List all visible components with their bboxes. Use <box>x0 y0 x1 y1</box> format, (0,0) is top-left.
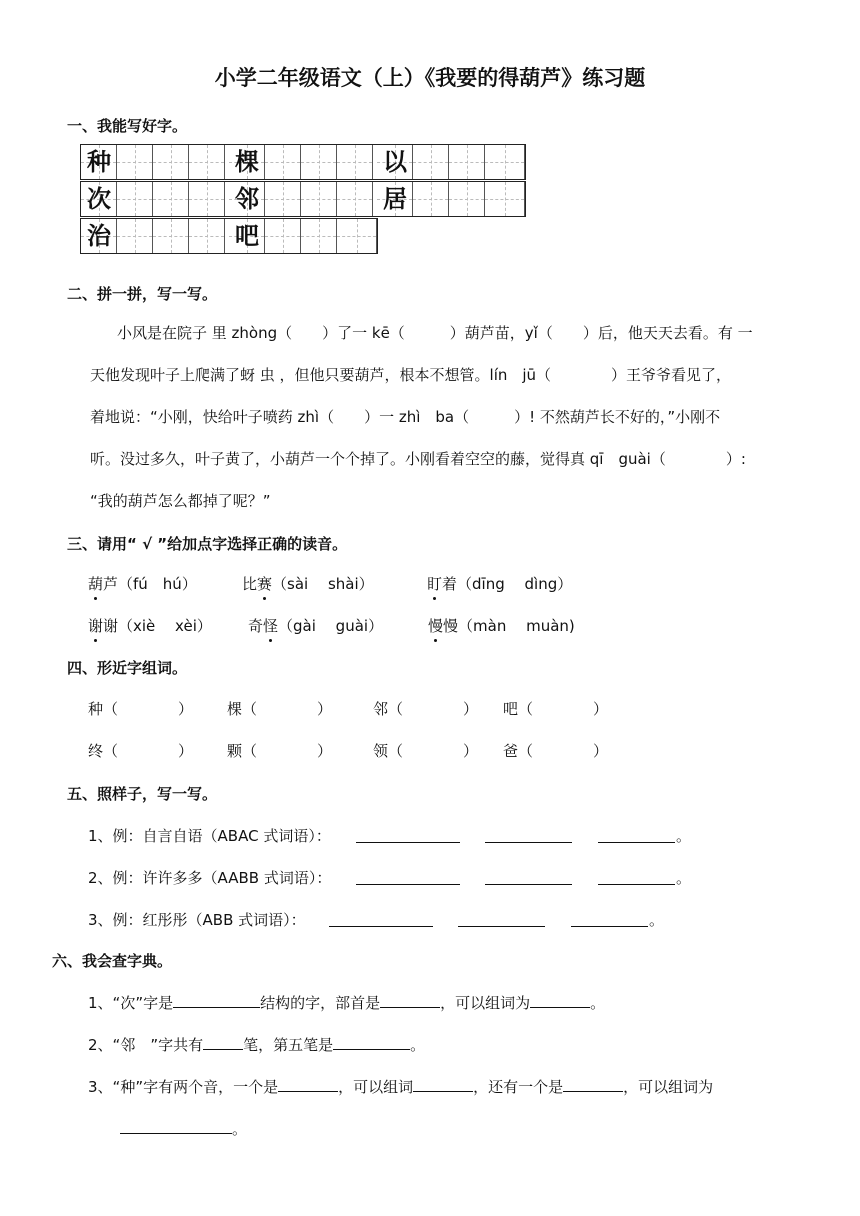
answer-line[interactable] <box>203 1035 243 1050</box>
word-group-ba: 吧（ ） <box>503 700 609 718</box>
dictionary-question-3: 3、“种”字有两个音，一个是 ，可以组词 ，还有一个是 ，可以组词为 <box>88 1078 714 1096</box>
answer-line[interactable] <box>380 993 440 1008</box>
char-zhong: 种 <box>87 147 111 176</box>
period: 。 <box>649 911 665 929</box>
passage-line-5: “我的葫芦怎么都掉了呢？” <box>90 492 271 510</box>
example-abac: 1、例：自言自语（ABAC 式词语）： <box>88 827 331 845</box>
pinyin-item-hulu: 葫芦（fú hú） <box>88 575 197 593</box>
pinyin-item-xiexie: 谢谢（xiè xèi） <box>88 617 212 635</box>
answer-line[interactable] <box>563 1077 623 1092</box>
pinyin-item-dingzhe: 盯着（dīng dìng） <box>427 575 573 593</box>
section-3-heading: 三、请用“ √ ”给加点字选择正确的读音。 <box>67 535 348 553</box>
writing-grid-row-1 <box>80 144 526 180</box>
example-aabb: 2、例：许许多多（AABB 式词语）： <box>88 869 332 887</box>
answer-line[interactable] <box>173 993 260 1008</box>
answer-line[interactable] <box>356 828 460 843</box>
period: 。 <box>676 827 692 845</box>
answer-line[interactable] <box>530 993 590 1008</box>
answer-line[interactable] <box>485 828 572 843</box>
word-group-ke2: 颗（ ） <box>227 742 333 760</box>
char-ju: 居 <box>383 184 407 213</box>
char-ci: 次 <box>87 184 111 213</box>
passage-line-3: 着地说：“小刚，快给叶子喷药 zhì（ ）一 zhì ba（ ）! 不然葫芦长不好的，”小刚不 <box>90 408 721 426</box>
section-1-heading: 一、我能写好字。 <box>67 117 188 135</box>
section-2-heading: 二、拼一拼，写一写。 <box>67 285 218 303</box>
pinyin-item-qiguai: 奇怪（gài guài） <box>248 617 384 635</box>
answer-line[interactable] <box>278 1077 338 1092</box>
answer-line[interactable] <box>485 870 572 885</box>
dictionary-question-3-cont: 。 <box>120 1118 247 1139</box>
answer-line[interactable] <box>571 912 648 927</box>
answer-line[interactable] <box>598 870 675 885</box>
word-group-zhong: 种（ ） <box>88 700 194 718</box>
section-6-heading: 六、我会查字典。 <box>52 952 173 970</box>
answer-line[interactable] <box>120 1119 232 1134</box>
word-group-zhong2: 终（ ） <box>88 742 194 760</box>
passage-line-1: 小风是在院子 里 zhòng（ ）了一 kē（ ）葫芦苗，yǐ（ ）后，他天天去看。有 一 <box>117 324 753 342</box>
answer-line[interactable] <box>458 912 545 927</box>
dictionary-question-1: 1、“次”字是 结构的字，部首是 ，可以组词为 。 <box>88 994 606 1012</box>
writing-grid-row-2 <box>80 181 526 217</box>
passage-line-2: 天他发现叶子上爬满了蚜 虫 ，但他只要葫芦，根本不想管。lín jū（ ）王爷爷看见了， <box>90 366 732 384</box>
word-group-ba2: 爸（ ） <box>503 742 609 760</box>
pinyin-item-manman: 慢慢（màn muàn) <box>428 617 575 635</box>
passage-line-4: 听。没过多久，叶子黄了，小葫芦一个个掉了。小刚看着空空的藤，觉得真 qī guài（ ）: <box>90 450 746 468</box>
word-group-lin: 邻（ ） <box>373 700 479 718</box>
answer-line[interactable] <box>329 912 433 927</box>
char-ba: 吧 <box>235 221 259 250</box>
section-4-heading: 四、形近字组词。 <box>67 659 188 677</box>
example-abb: 3、例：红彤彤（ABB 式词语）： <box>88 911 306 929</box>
writing-grid-row-3 <box>80 218 378 254</box>
section-5-heading: 五、照样子，写一写。 <box>67 785 218 803</box>
answer-line[interactable] <box>333 1035 410 1050</box>
answer-line[interactable] <box>598 828 675 843</box>
answer-line[interactable] <box>413 1077 473 1092</box>
page-title: 小学二年级语文（上）《我要的得葫芦》练习题 <box>214 66 646 90</box>
char-yi: 以 <box>383 147 407 176</box>
pinyin-item-bisai: 比赛（sài shài） <box>242 575 374 593</box>
word-group-ke: 棵（ ） <box>227 700 333 718</box>
period: 。 <box>676 869 692 887</box>
dictionary-question-2: 2、“邻 ”字共有 笔，第五笔是 。 <box>88 1036 426 1054</box>
char-zhi: 治 <box>87 221 111 250</box>
char-lin: 邻 <box>235 184 259 213</box>
answer-line[interactable] <box>356 870 460 885</box>
word-group-ling: 领（ ） <box>373 742 479 760</box>
char-ke: 棵 <box>235 147 259 176</box>
